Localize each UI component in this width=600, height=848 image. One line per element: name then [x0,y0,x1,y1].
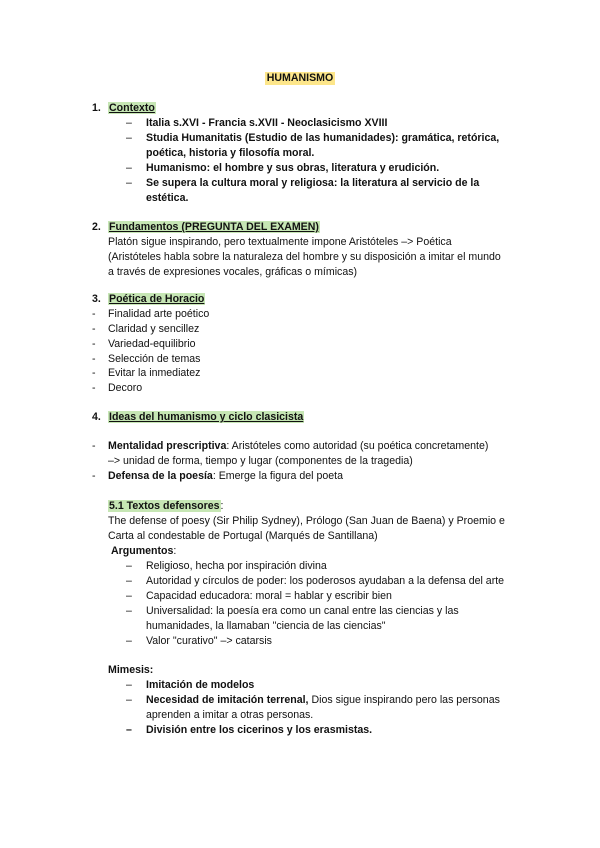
mimesis-label: Mimesis: [108,664,154,676]
s3-item-4: Selección de temas [108,353,201,365]
dash: – [126,724,132,736]
s4-paragraph-2 [108,470,343,483]
arguments-label: Argumentos [111,545,174,557]
argument-4: Universalidad: la poesía era como un canal entre las ciencias y las [146,605,459,617]
dash: – [126,694,132,706]
argument-2: Autoridad y círculos de poder: los poderosos ayudaban a la defensa del arte [146,575,505,587]
argument-3: Capacidad educadora: moral = hablar y escribir bien [146,590,392,602]
argument-4-cont: humanidades, la llamaban "ciencia de las ciencias" [146,620,386,632]
s1-item-4-cont: estética. [146,192,189,204]
s1-item-2-cont: poética, historia y filosofía moral. [146,147,315,159]
dash: – [126,590,132,602]
section-4-heading: Ideas del humanismo y ciclo clasicista [109,411,304,423]
s3-item-3: Variedad-equilibrio [108,338,196,350]
subsection-5-1-heading: 5.1 Textos defensores [109,500,220,512]
s4-p1-rest: : Aristóteles como autoridad (su poética concretamente) [226,440,489,452]
s3-item-6: Decoro [108,382,143,394]
argument-5: Valor "curativo" –> catarsis [146,635,272,647]
dash: - [92,353,96,365]
s1-item-4: Se supera la cultura moral y religiosa: la literatura al servicio de la [146,177,480,189]
s2-line-3: a través de expresiones vocales, gráficas o mímicas) [108,266,358,278]
section-2-number: 2. [92,221,101,233]
arguments-colon: : [173,545,177,557]
s3-item-5: Evitar la inmediatez [108,367,201,379]
s4-paragraph-1 [108,440,488,453]
subsection-heading-line [108,500,223,513]
mimesis-item-3: División entre los cicerinos y los erasmistas. [146,724,373,736]
dash: – [126,605,132,617]
dash: - [92,382,96,394]
subsection-line-1: The defense of poesy (Sir Philip Sydney), Prólogo (San Juan de Baena) y Proemio e [108,515,505,527]
s2-line-2: (Aristóteles habla sobre la naturaleza del hombre y su disposición a imitar el mundo [108,251,501,263]
s1-item-2: Studia Humanitatis (Estudio de las humanidades): gramática, retórica, [146,132,500,144]
dash: – [126,635,132,647]
dash: – [126,177,132,189]
dash: - [92,440,96,452]
mimesis-item-2-rest: Dios sigue inspirando pero las personas [308,694,500,706]
s4-p2-bold: Defensa de la poesía [108,470,213,482]
s3-item-2: Claridad y sencillez [108,323,200,335]
argument-1: Religioso, hecha por inspiración divina [146,560,327,572]
section-2-heading: Fundamentos (PREGUNTA DEL EXAMEN) [109,221,319,233]
mimesis-item-2 [146,694,500,707]
s4-p1-bold: Mentalidad prescriptiva [108,440,227,452]
dash: - [92,323,96,335]
document-title: HUMANISMO [266,72,334,84]
s1-item-1: Italia s.XVI - Francia s.XVII - Neoclasicismo XVIII [146,117,388,129]
section-3-heading: Poética de Horacio [109,293,205,305]
dash: – [126,132,132,144]
dash: - [92,367,96,379]
s2-line-1: Platón sigue inspirando, pero textualmente impone Aristóteles –> Poética [108,236,452,248]
dash: – [126,117,132,129]
section-1-number: 1. [92,102,101,114]
section-1-heading: Contexto [109,102,155,114]
s3-item-1: Finalidad arte poético [108,308,210,320]
dash: - [92,338,96,350]
dash: - [92,470,96,482]
section-3-number: 3. [92,293,101,305]
dash: – [126,575,132,587]
s1-item-3: Humanismo: el hombre y sus obras, literatura y erudición. [146,162,440,174]
subsection-colon: : [220,500,224,512]
mimesis-item-2-bold: Necesidad de imitación terrenal, [146,694,309,706]
s4-p1-cont: –> unidad de forma, tiempo y lugar (componentes de la tragedia) [108,455,413,467]
dash: – [126,560,132,572]
s4-p2-rest: : Emerge la figura del poeta [212,470,343,482]
section-4-number: 4. [92,411,101,423]
dash: – [126,679,132,691]
mimesis-item-2-cont: aprenden a imitar a otras personas. [146,709,314,721]
subsection-line-2: Carta al condestable de Portugal (Marqués de Santillana) [108,530,378,542]
mimesis-item-1: Imitación de modelos [146,679,255,691]
arguments-line [111,545,176,558]
dash: - [92,308,96,320]
dash: – [126,162,132,174]
